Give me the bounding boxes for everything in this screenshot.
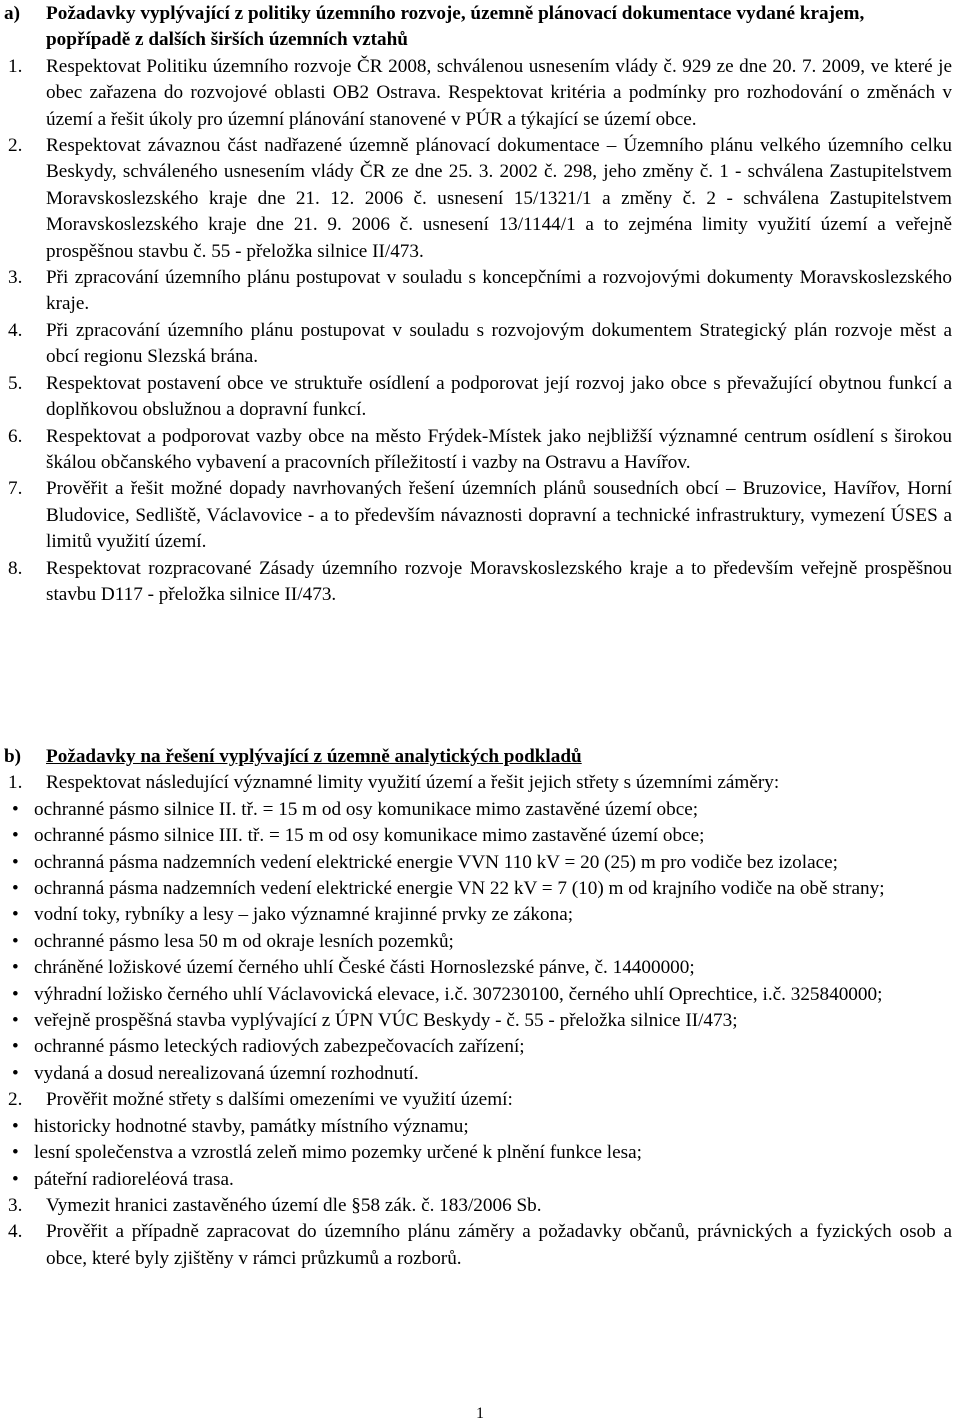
bullet-item: • ochranná pásma nadzemních vedení elektrické energie VN 22 kV = 7 (10) m od krajního vodiče na obě strany; bbox=[0, 876, 960, 902]
bullet-icon: • bbox=[12, 1168, 19, 1190]
list-item: 6. Respektovat a podporovat vazby obce na město Frýdek-Místek jako nejbližší významné centrum osídlení s širokou škálou občanského vybavení a pracovních příležitostí i vazby na Ostravu a Havířov. bbox=[8, 425, 952, 473]
section-a-heading bbox=[0, 1, 960, 54]
bullet-item: • lesní společenstva a vzrostlá zeleň mimo pozemky určené k plnění funkce lesa; bbox=[0, 1140, 960, 1166]
bullet-icon: • bbox=[12, 957, 19, 979]
list-item: 3. Vymezit hranici zastavěného území dle §58 zák. č. 183/2006 Sb. bbox=[8, 1194, 542, 1216]
bullet-icon: • bbox=[12, 983, 19, 1005]
bullet-icon: • bbox=[12, 798, 19, 820]
bullet-icon: • bbox=[12, 1115, 19, 1137]
list-item: 3. Při zpracování územního plánu postupovat v souladu s koncepčními a rozvojovými dokumenty Moravskoslezského kraje. bbox=[8, 267, 952, 315]
bullet-item: • vydaná a dosud nerealizovaná územní rozhodnutí. bbox=[0, 1061, 960, 1087]
bullet-icon: • bbox=[12, 1142, 19, 1164]
list-item: 2. Respektovat závaznou část nadřazené územně plánovací dokumentace – Územního plánu velkého územního celku Beskydy, schváleného usnesením vlády ČR ze dne 25. 3. 2002 č. 298, jeho změny č. 1 - schválena Zastupitelstvem Moravskoslezského kraje dne 21. 12. 2006 č. usnesení 15/1321/1 a změny č. 2 - schválena Zastupitelstvem Moravskoslezského kraje dne 21. 9. 2006 č. usnesení 13/1144/1 a to zejména limity využití území a veřejně prospěšnou stavbu č. 55 - přeložka silnice II/473. bbox=[8, 135, 952, 262]
list-item: 1. Respektovat následující významné limity využití území a řešit jejich střety s územními záměry: bbox=[8, 772, 780, 794]
section-b-letter: b) bbox=[4, 746, 22, 767]
bullet-icon: • bbox=[12, 825, 19, 847]
bullet-item: • historicky hodnotné stavby, památky místního významu; bbox=[0, 1114, 960, 1140]
bullet-item: • ochranné pásmo silnice II. tř. = 15 m od osy komunikace mimo zastavěné území obce; bbox=[0, 797, 960, 823]
bullet-icon: • bbox=[12, 1036, 19, 1058]
list-item: 4. Prověřit a případně zapracovat do územního plánu záměry a požadavky občanů, právnických a fyzických osob a obce, které byly zjištěny v rámci průzkumů a rozborů. bbox=[8, 1221, 952, 1269]
bullet-item: • veřejně prospěšná stavba vyplývající z ÚPN VÚC Beskydy - č. 55 - přeložka silnice II/473; bbox=[0, 1008, 960, 1034]
list-item: 1. Respektovat Politiku územního rozvoje ČR 2008, schválenou usnesením vlády č. 929 ze dne 20. 7. 2009, ve které je obec zařazena do rozvojové oblasti OB2 Ostrava. Respektovat kritéria a podmínky pro rozhodování o změnách v území a řešit úkoly pro územní plánování stanovené v PÚR a týkající se území obce. bbox=[8, 55, 952, 130]
bullet-icon: • bbox=[12, 1062, 19, 1084]
bullet-icon: • bbox=[12, 851, 19, 873]
bullet-icon: • bbox=[12, 904, 19, 926]
list-item: 2. Prověřit možné střety s dalšími omezeními ve využití území: bbox=[8, 1089, 513, 1111]
bullet-item: • chráněné ložiskové území černého uhlí České části Hornoslezské pánve, č. 14400000; bbox=[0, 955, 960, 981]
bullet-item: • vodní toky, rybníky a lesy – jako významné krajinné prvky ze zákona; bbox=[0, 902, 960, 928]
bullet-icon: • bbox=[12, 930, 19, 952]
section-b-title: Požadavky na řešení vyplývající z územně analytických podkladů bbox=[46, 746, 582, 767]
bullet-icon: • bbox=[12, 1010, 19, 1032]
list-item: 5. Respektovat postavení obce ve struktuře osídlení a podporovat její rozvoj jako obce s převažující obytnou funkcí a doplňkovou obslužnou a dopravní funkcí. bbox=[8, 372, 952, 421]
section-b-heading bbox=[0, 744, 960, 770]
bullet-item: • ochranné pásmo lesa 50 m od okraje lesních pozemků; bbox=[0, 929, 960, 955]
bullet-item: • ochranná pásma nadzemních vedení elektrické energie VVN 110 kV = 20 (25) m pro vodiče bez izolace; bbox=[0, 850, 960, 876]
list-item: 4. Při zpracování územního plánu postupovat v souladu s rozvojovým dokumentem Strategický plán rozvoje měst a obcí regionu Slezská brána. bbox=[8, 319, 952, 368]
section-a-title: Požadavky vyplývající z politiky územního rozvoje, územně plánovací dokumentace vydané krajem, popřípadě z dalších širších územních vztahů bbox=[46, 3, 865, 51]
section-a bbox=[0, 1, 960, 608]
bullet-item: • ochranné pásmo leteckých radiových zabezpečovacích zařízení; bbox=[0, 1034, 960, 1060]
list-item: 7. Prověřit a řešit možné dopady navrhovaných řešení územních plánů sousedních obcí – Bruzovice, Havířov, Horní Bludovice, Sedliště, Václavovice - a to především návaznosti dopravní a technické infrastruktury, vymezení ÚSES a limitů využití území. bbox=[8, 478, 952, 553]
bullet-item: • ochranné pásmo silnice III. tř. = 15 m od osy komunikace mimo zastavěné území obce; bbox=[0, 823, 960, 849]
page-number: 1 bbox=[476, 1405, 484, 1422]
bullet-item: • výhradní ložisko černého uhlí Václavovická elevace, i.č. 307230100, černého uhlí Oprechtice, i.č. 325840000; bbox=[0, 982, 960, 1008]
section-b bbox=[0, 744, 960, 1272]
list-item: 8. Respektovat rozpracované Zásady územního rozvoje Moravskoslezského kraje a to především veřejně prospěšnou stavbu D117 - přeložka silnice II/473. bbox=[8, 557, 952, 605]
bullet-item: • páteřní radioreléová trasa. bbox=[0, 1167, 960, 1193]
bullet-icon: • bbox=[12, 878, 19, 900]
section-a-letter: a) bbox=[4, 3, 20, 24]
